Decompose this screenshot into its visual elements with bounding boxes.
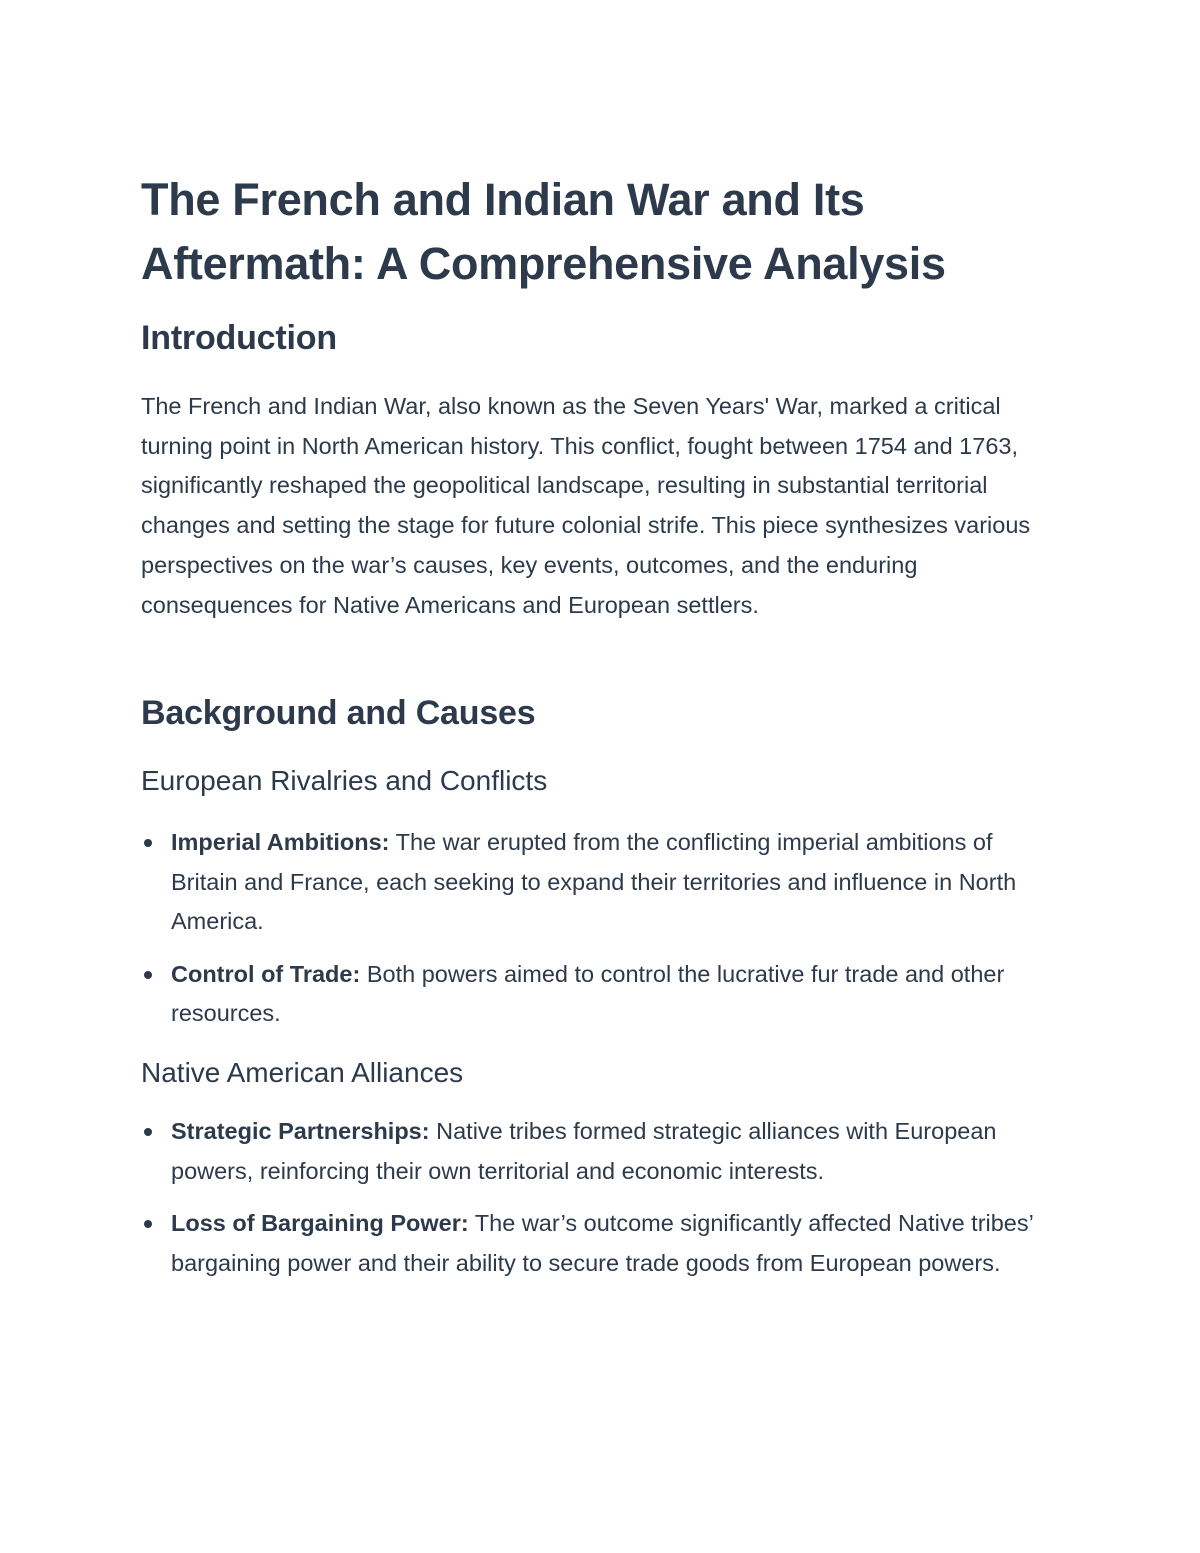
list-item-text: The war erupted from the conflicting imperial ambitions of Britain and France, each seeking to expand their territories and influence in North America.: [171, 829, 1017, 934]
bullet-icon: [144, 839, 152, 847]
list-item: [141, 823, 1061, 942]
list-item: [141, 955, 1061, 1034]
list-item: [141, 1204, 1061, 1283]
introduction-paragraph: The French and Indian War, also known as the Seven Years' War, marked a critical turning point in North American history. This conflict, fought between 1754 and 1763, significantly reshaped the geopolitical landscape, resulting in substantial territorial changes and setting the stage for future colonial strife. This piece synthesizes various perspectives on the war’s causes, key events, outcomes, and the enduring consequences for Native Americans and European settlers.: [141, 393, 1031, 618]
alliances-list: [141, 1112, 1061, 1283]
list-item-term: Control of Trade:: [171, 960, 361, 987]
subheading-european-rivalries: European Rivalries and Conflicts: [141, 765, 548, 796]
list-item-term: Loss of Bargaining Power:: [171, 1210, 469, 1236]
list-item-text: Both powers aimed to control the lucrative fur trade and other resources.: [171, 960, 1005, 1026]
bullet-icon: [144, 1220, 152, 1228]
section-heading-introduction: Introduction: [141, 319, 337, 357]
list-item: [141, 1112, 1061, 1191]
rivalries-list: [141, 823, 1061, 1034]
list-item-term: Strategic Partnerships:: [171, 1118, 430, 1144]
list-item-text: The war’s outcome significantly affected Native tribes’ bargaining power and their ability to secure trade goods from European powers.: [171, 1210, 1033, 1276]
bullet-icon: [144, 971, 152, 979]
section-heading-background: Background and Causes: [141, 694, 536, 732]
bullet-icon: [144, 1128, 152, 1136]
subheading-native-american-alliances: Native American Alliances: [141, 1057, 464, 1088]
list-item-term: Imperial Ambitions:: [171, 829, 390, 855]
document-title: The French and Indian War and Its Aftermath: A Comprehensive Analysis: [141, 174, 946, 289]
list-item-text: Native tribes formed strategic alliances with European powers, reinforcing their own territorial and economic interests.: [171, 1118, 997, 1184]
